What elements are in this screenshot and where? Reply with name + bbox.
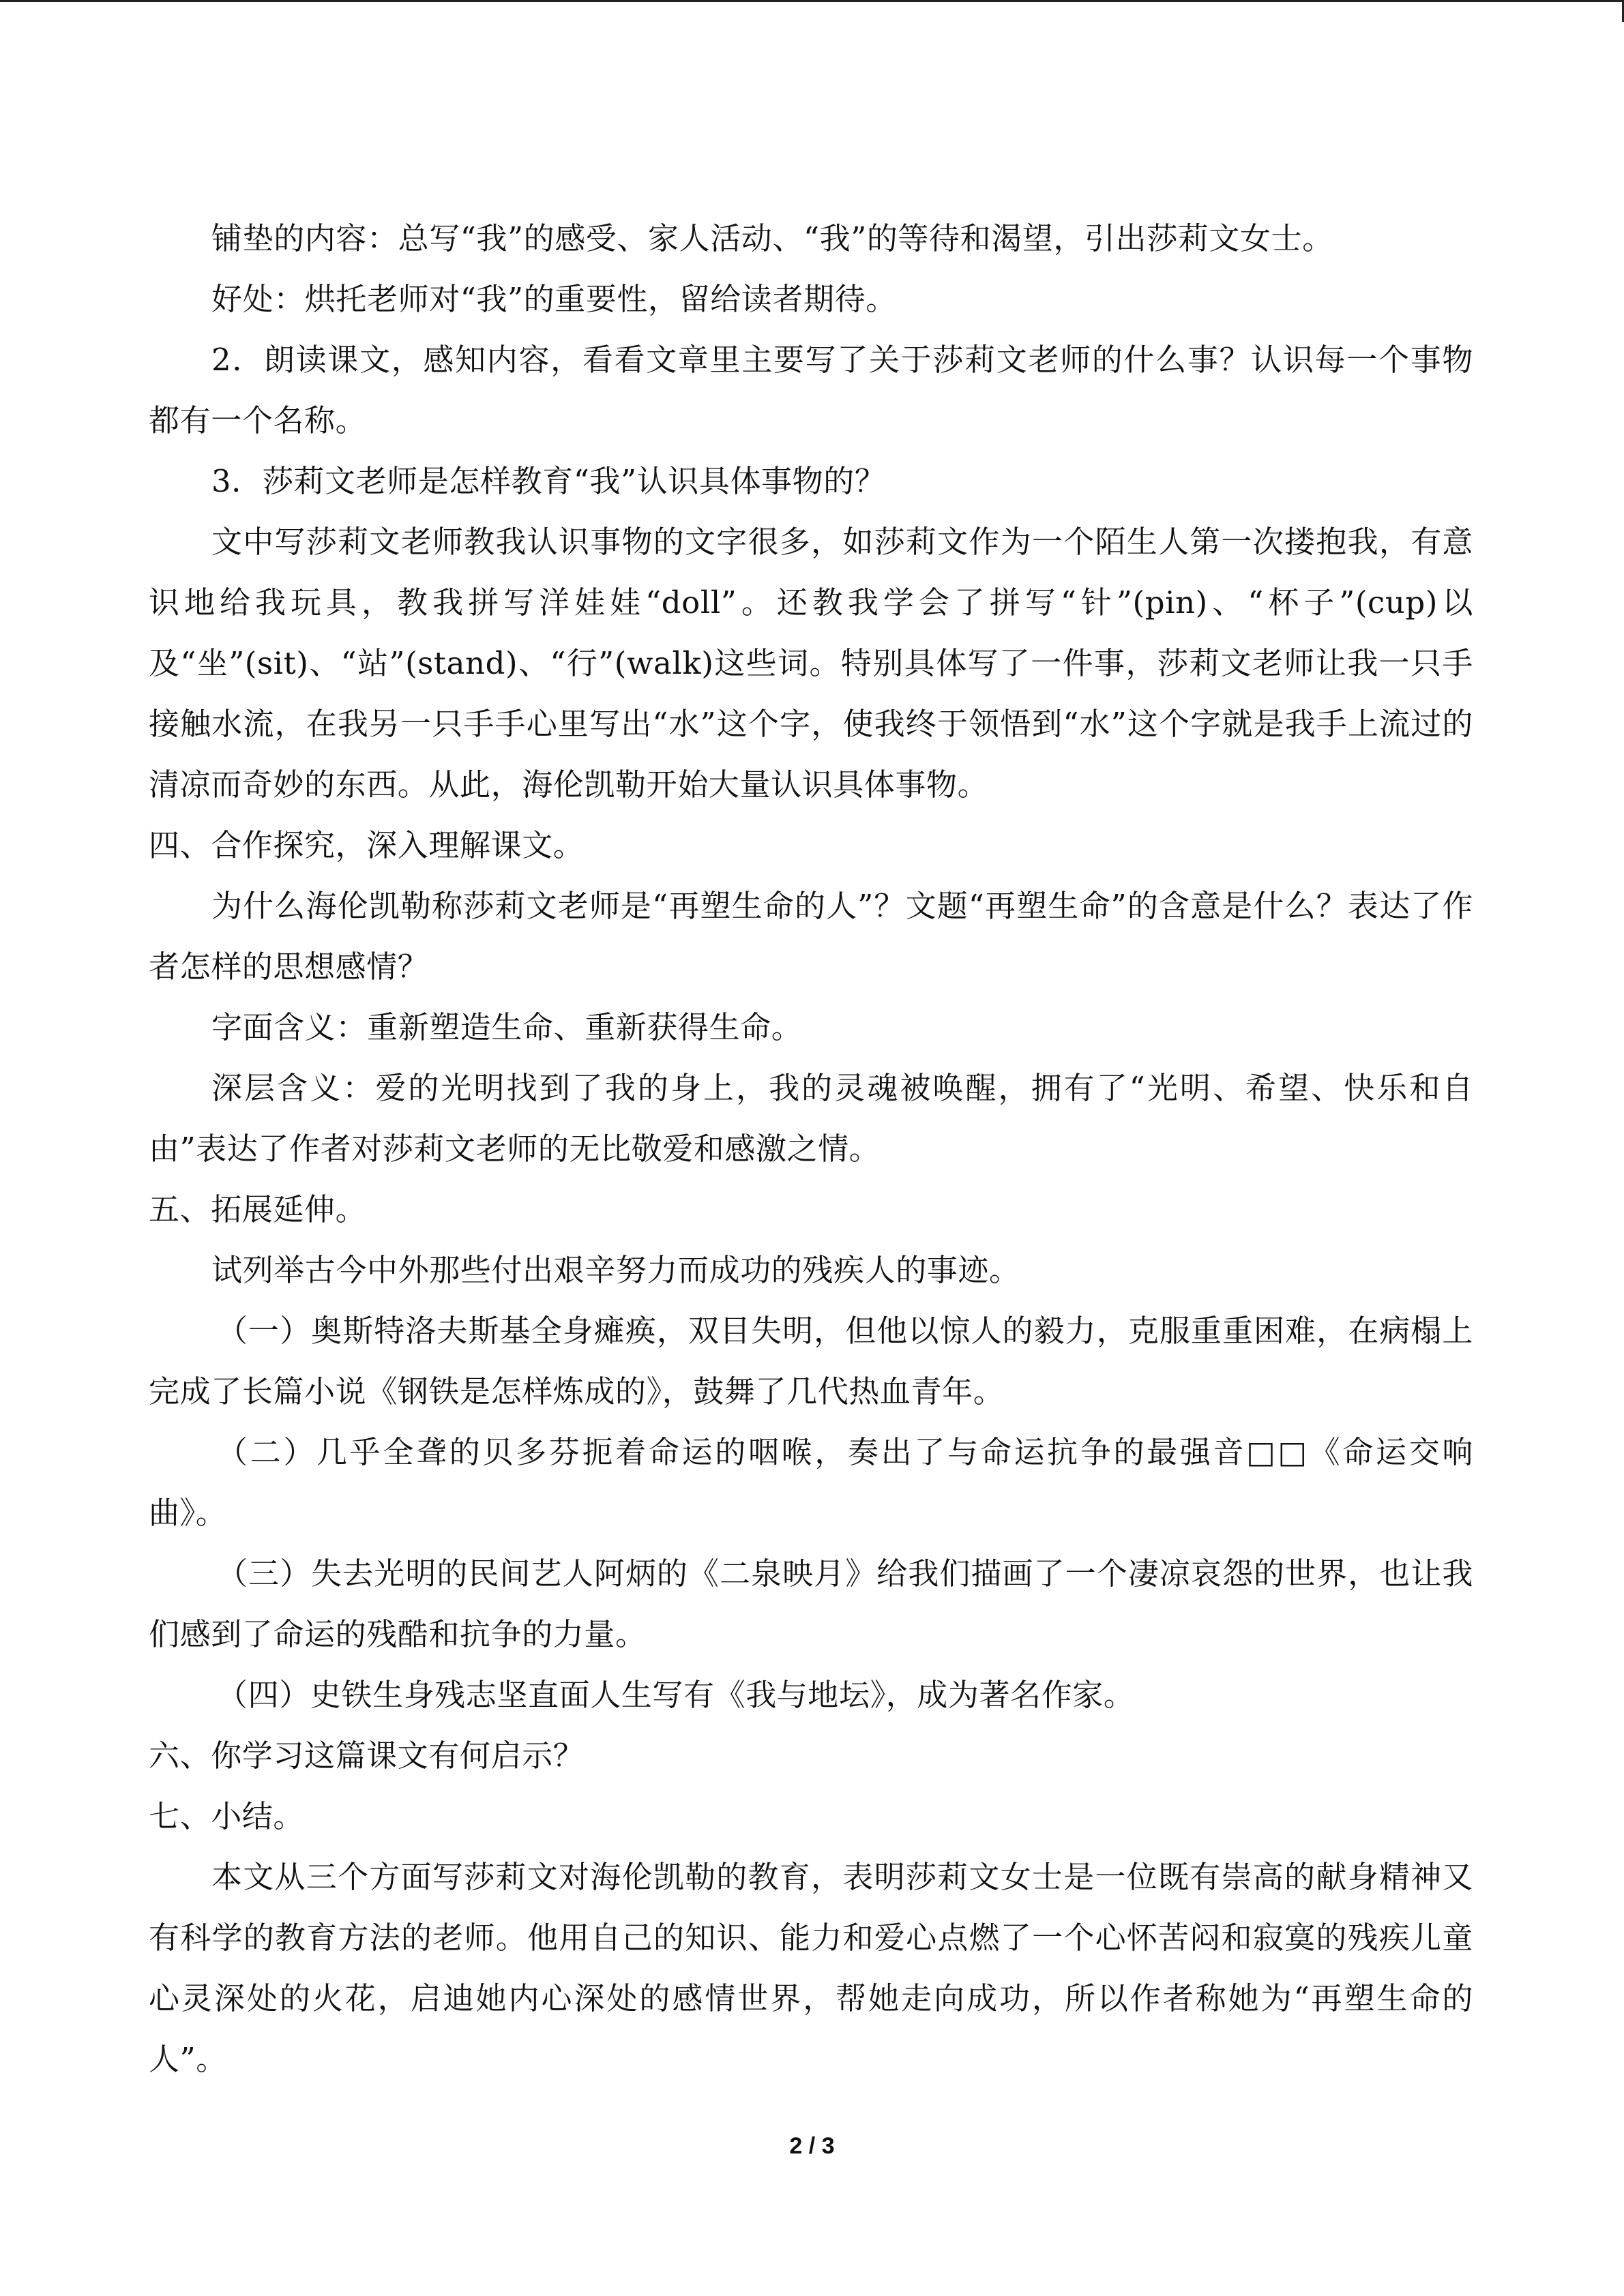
list-item-beethoven: （二）几乎全聋的贝多芬扼着命运的咽喉，奏出了与命运抗争的最强音□□《命运交响曲》。 [149, 1434, 1473, 1531]
section-heading-5: 五、拓展延伸。 [149, 1191, 367, 1227]
list-item-ostrovsky: （一）奥斯特洛夫斯基全身瘫痪，双目失明，但他以惊人的毅力，克服重重困难，在病榻上完成了长篇小说《钢铁是怎样炼成的》，鼓舞了几代热血青年。 [149, 1313, 1473, 1410]
section-heading-7: 七、小结。 [149, 1798, 305, 1834]
page-number: 2 / 3 [789, 2133, 835, 2159]
document-body [149, 208, 1473, 2089]
paragraph-question-title-meaning: 为什么海伦凯勒称莎莉文老师是“再塑生命的人”？文题“再塑生命”的含意是什么？表达了作者怎样的思想感情？ [149, 888, 1473, 985]
paragraph-question-2: 2．朗读课文，感知内容，看看文章里主要写了关于莎莉文老师的什么事？认识每一个事物都有一个名称。 [149, 342, 1473, 438]
paragraph-foreshadow-benefit: 好处：烘托老师对“我”的重要性，留给读者期待。 [211, 281, 897, 317]
section-heading-6: 六、你学习这篇课文有何启示？ [149, 1738, 585, 1774]
paragraph-deep-meaning: 深层含义：爱的光明找到了我的身上，我的灵魂被唤醒，拥有了“光明、希望、快乐和自由”表达了作者对莎莉文老师的无比敬爱和感激之情。 [149, 1070, 1473, 1167]
section-heading-4: 四、合作探究，深入理解课文。 [149, 827, 585, 863]
paragraph-foreshadow-content: 铺垫的内容：总写“我”的感受、家人活动、“我”的等待和渴望，引出莎莉文女士。 [211, 220, 1333, 256]
paragraph-question-3: 3．莎莉文老师是怎样教育“我”认识具体事物的？ [211, 463, 886, 499]
list-item-abing: （三）失去光明的民间艺人阿炳的《二泉映月》给我们描画了一个凄凉哀怨的世界，也让我们感到了命运的残酷和抗争的力量。 [149, 1555, 1473, 1652]
list-item-shi-tiesheng: （四）史铁生身残志坚直面人生写有《我与地坛》，成为著名作家。 [217, 1677, 1135, 1713]
page-top-border [0, 0, 1624, 2]
paragraph-extension-prompt: 试列举古今中外那些付出艰辛努力而成功的残疾人的事迹。 [211, 1252, 1020, 1288]
paragraph-literal-meaning: 字面含义：重新塑造生命、重新获得生命。 [211, 1009, 803, 1045]
paragraph-summary: 本文从三个方面写莎莉文对海伦凯勒的教育，表明莎莉文女士是一位既有崇高的献身精神又有科学的教育方法的老师。他用自己的知识、能力和爱心点燃了一个心怀苦闷和寂寞的残疾儿童心灵深处的火花，启迪她内心深处的感情世界，帮她走向成功，所以作者称她为“再塑生命的人”。 [149, 1859, 1473, 2077]
paragraph-answer-3: 文中写莎莉文老师教我认识事物的文字很多，如莎莉文作为一个陌生人第一次搂抱我，有意识地给我玩具，教我拼写洋娃娃“doll”。还教我学会了拼写“针”(pin)、“杯子”(cup)以及“坐”(sit)、“站”(stand)、“行”(walk)这些词。特别具体写了一件事，莎莉文老师让我一只手接触水流，在我另一只手手心里写出“水”这个字，使我终于领悟到“水”这个字就是我手上流过的清凉而奇妙的东西。从此，海伦凯勒开始大量认识具体事物。 [149, 524, 1473, 803]
